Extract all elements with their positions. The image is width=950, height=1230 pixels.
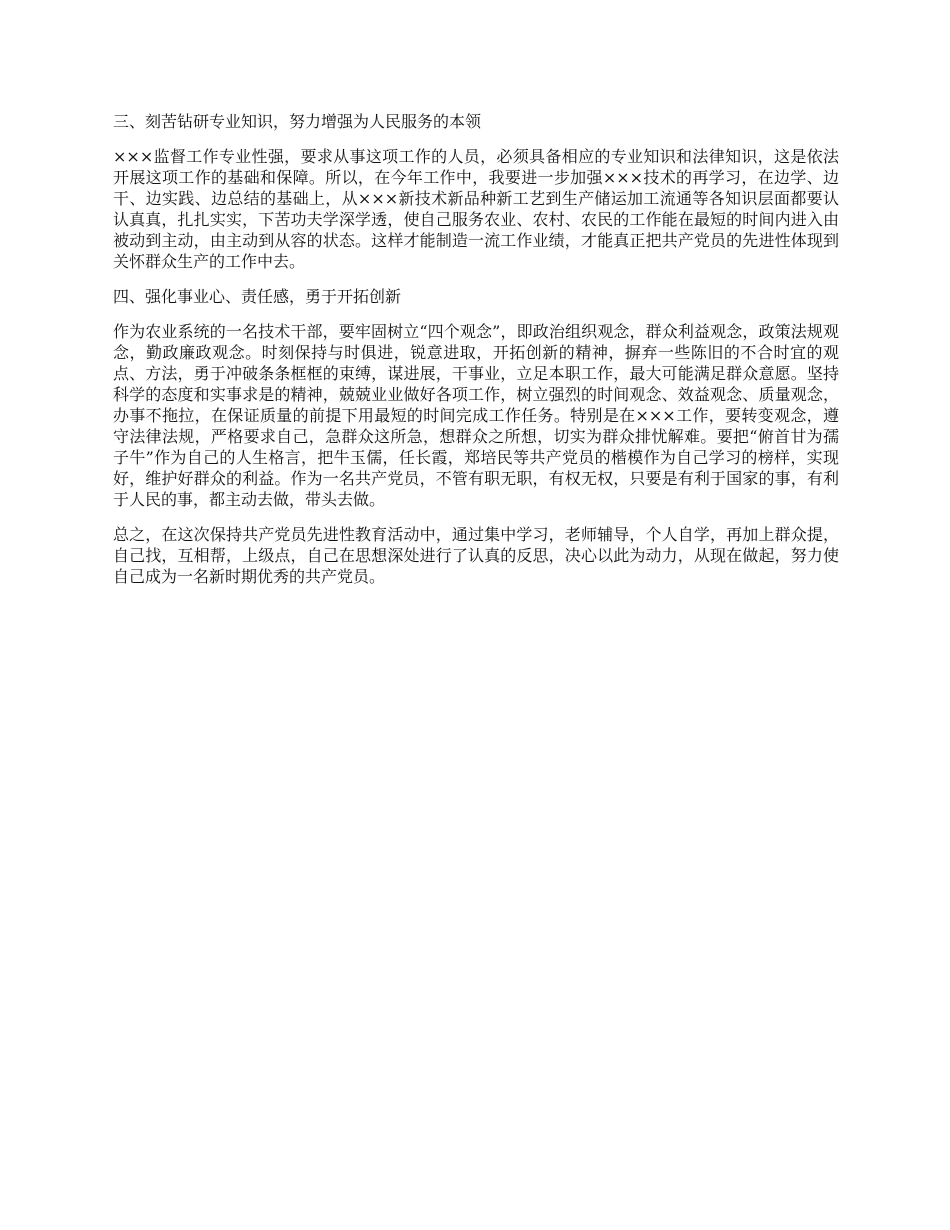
section-heading-3: 三、刻苦钻研专业知识，努力增强为人民服务的本领 <box>113 112 482 131</box>
section-heading-4: 四、强化事业心、责任感，勇于开拓创新 <box>113 287 402 306</box>
paragraph-innovation: 作为农业系统的一名技术干部，要牢固树立“四个观念”，即政治组织观念，群众利益观念，政策法规观念，勤政廉政观念。时刻保持与时俱进，锐意进取，开拓创新的精神，摒弃一些陈旧的不合时宜的观点、方法，勇于冲破条条框框的束缚，谋进展，干事业，立足本职工作，最大可能满足群众意愿。坚持科学的态度和实事求是的精神，兢兢业业做好各项工作，树立强烈的时间观念、效益观念、质量观念，办事不拖拉，在保证质量的前提下用最短的时间完成工作任务。特别是在×××工作，要转变观念，遵守法律法规，严格要求自己，急群众这所急，想群众之所想，切实为群众排忧解难。要把“俯首甘为孺子牛”作为自己的人生格言，把牛玉儒，任长霞，郑培民等共产党员的楷模作为自己学习的榜样，实现好，维护好群众的利益。作为一名共产党员，不管有职无职，有权无权，只要是有利于国家的事，有利于人民的事，都主动去做，带头去做。 <box>113 322 839 509</box>
document-body <box>113 111 839 601</box>
paragraph-professional-knowledge: ×××监督工作专业性强，要求从事这项工作的人员，必须具备相应的专业知识和法律知识，这是依法开展这项工作的基础和保障。所以，在今年工作中，我要进一步加强×××技术的再学习，在边学、边干、边实践、边总结的基础上，从×××新技术新品种新工艺到生产储运加工流通等各知识层面都要认认真真，扎扎实实，下苦功夫学深学透，使自己服务农业、农村、农民的工作能在最短的时间内进入由被动到主动，由主动到从容的状态。这样才能制造一流工作业绩，才能真正把共产党员的先进性体现到关怀群众生产的工作中去。 <box>113 147 839 271</box>
paragraph-conclusion: 总之，在这次保持共产党员先进性教育活动中，通过集中学习，老师辅导，个人自学，再加上群众提，自己找，互相帮，上级点，自己在思想深处进行了认真的反思，决心以此为动力，从现在做起，努力使自己成为一名新时期优秀的共产党员。 <box>113 525 839 586</box>
